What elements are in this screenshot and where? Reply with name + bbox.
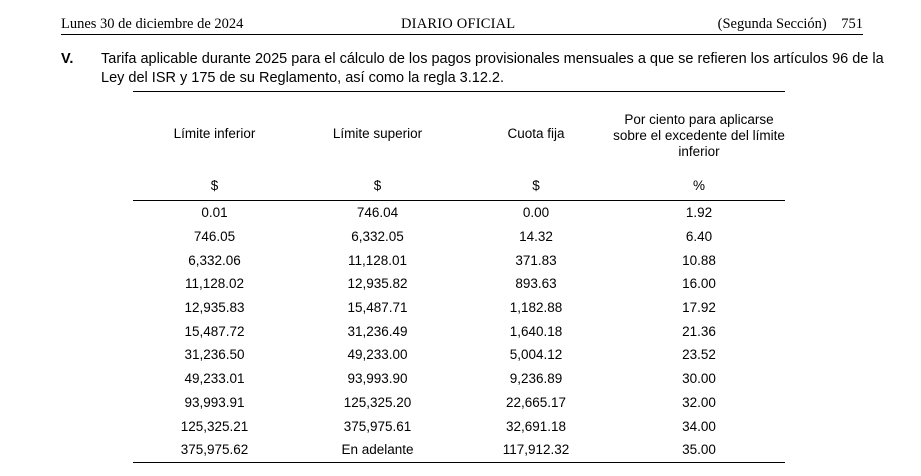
column-header-upper-limit: Límite superior bbox=[296, 92, 459, 177]
cell-percent: 10.88 bbox=[682, 252, 716, 268]
cell-upper-limit: 11,128.01 bbox=[347, 252, 408, 268]
cell-upper-limit: 15,487.71 bbox=[347, 300, 408, 316]
cell-fixed-fee: 9,236.89 bbox=[509, 371, 563, 387]
cell-percent: 1.92 bbox=[685, 205, 713, 221]
cell-upper-limit: 49,233.00 bbox=[347, 347, 408, 363]
cell-lower-limit: 746.05 bbox=[193, 229, 236, 245]
cell-fixed-fee: 117,912.32 bbox=[459, 438, 613, 462]
cell-upper-limit: 93,993.90 bbox=[347, 371, 408, 387]
section-text: Tarifa aplicable durante 2025 para el cálculo de los pagos provisionales mensuales a que se refieren los artículos 96 de la Ley del ISR y 175 de su Reglamento, así como la regla 3.12.2. bbox=[101, 51, 884, 86]
header-section: (Segunda Sección) bbox=[717, 16, 827, 32]
table-row bbox=[133, 343, 785, 367]
column-header-lower-limit: Límite inferior bbox=[133, 92, 296, 177]
column-header-percent: Por ciento para aplicarse sobre el excedente del límite inferior bbox=[613, 92, 785, 177]
cell-fixed-fee: 14.32 bbox=[519, 229, 553, 245]
table-header-row bbox=[133, 92, 785, 177]
cell-lower-limit: 49,233.01 bbox=[184, 371, 245, 387]
table-row bbox=[133, 414, 785, 438]
table-row bbox=[133, 367, 785, 391]
cell-percent: 6.40 bbox=[685, 229, 713, 245]
table-row bbox=[133, 201, 785, 225]
cell-percent: 23.52 bbox=[682, 347, 716, 363]
table-row bbox=[133, 225, 785, 249]
cell-upper-limit: 125,325.20 bbox=[343, 394, 412, 410]
cell-lower-limit: 15,487.72 bbox=[184, 323, 245, 339]
cell-upper-limit: 6,332.05 bbox=[351, 229, 404, 245]
table-row bbox=[133, 296, 785, 320]
cell-percent: 16.00 bbox=[682, 276, 716, 292]
header-section-page bbox=[718, 16, 863, 33]
cell-lower-limit: 11,128.02 bbox=[184, 276, 245, 292]
column-header-fixed-fee: Cuota fija bbox=[459, 92, 613, 177]
unit-upper-limit: $ bbox=[296, 176, 459, 201]
cell-lower-limit: 31,236.50 bbox=[184, 347, 245, 363]
cell-upper-limit: En adelante bbox=[296, 438, 459, 462]
cell-fixed-fee: 371.83 bbox=[515, 252, 557, 268]
cell-fixed-fee: 22,665.17 bbox=[505, 394, 567, 410]
cell-lower-limit: 93,993.91 bbox=[184, 394, 245, 410]
cell-upper-limit: 31,236.49 bbox=[347, 323, 408, 339]
table-unit-row bbox=[133, 176, 785, 201]
cell-fixed-fee: 5,004.12 bbox=[509, 347, 563, 363]
cell-fixed-fee: 0.00 bbox=[522, 205, 550, 221]
table-row bbox=[133, 248, 785, 272]
cell-lower-limit: 6,332.06 bbox=[188, 252, 241, 268]
header-page-number: 751 bbox=[841, 16, 863, 32]
unit-percent: % bbox=[613, 176, 785, 201]
cell-percent: 34.00 bbox=[682, 418, 716, 434]
cell-fixed-fee: 1,182.88 bbox=[509, 300, 563, 316]
cell-fixed-fee: 1,640.18 bbox=[509, 323, 563, 339]
section-number: V. bbox=[61, 51, 74, 67]
cell-lower-limit: 375,975.62 bbox=[133, 438, 296, 462]
cell-lower-limit: 125,325.21 bbox=[180, 418, 249, 434]
unit-fixed-fee: $ bbox=[459, 176, 613, 201]
cell-percent: 32.00 bbox=[682, 394, 716, 410]
table-row bbox=[133, 391, 785, 415]
table-row bbox=[133, 272, 785, 296]
cell-percent: 35.00 bbox=[613, 438, 785, 462]
header-date: Lunes 30 de diciembre de 2024 bbox=[61, 16, 244, 32]
cell-percent: 21.36 bbox=[682, 323, 716, 339]
cell-percent: 30.00 bbox=[682, 371, 716, 387]
cell-upper-limit: 375,975.61 bbox=[343, 418, 412, 434]
tariff-table-container bbox=[133, 91, 785, 463]
cell-percent: 17.92 bbox=[682, 300, 716, 316]
table-row bbox=[133, 319, 785, 343]
unit-lower-limit: $ bbox=[133, 176, 296, 201]
page-header bbox=[61, 12, 863, 35]
tariff-table bbox=[133, 91, 785, 463]
table-row bbox=[133, 438, 785, 462]
cell-lower-limit: 0.01 bbox=[201, 205, 228, 221]
cell-fixed-fee: 32,691.18 bbox=[505, 418, 567, 434]
cell-fixed-fee: 893.63 bbox=[515, 276, 557, 292]
cell-lower-limit: 12,935.83 bbox=[184, 300, 245, 316]
header-publication: DIARIO OFICIAL bbox=[401, 16, 516, 32]
cell-upper-limit: 746.04 bbox=[356, 205, 399, 221]
cell-upper-limit: 12,935.82 bbox=[347, 276, 408, 292]
